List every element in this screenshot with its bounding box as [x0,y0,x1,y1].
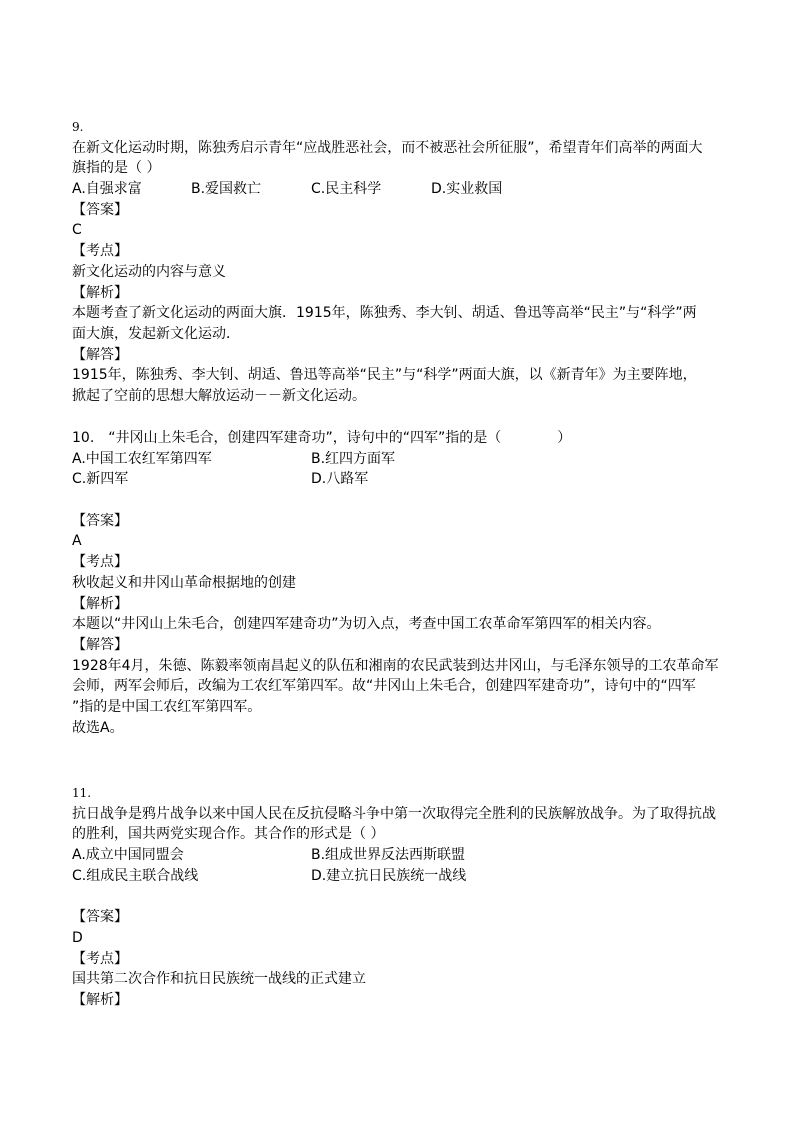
options-row [72,469,722,490]
question-11 [72,783,722,1011]
analysis-text: 本题以“井冈山上朱毛合，创建四军建奇功”为切入点，考查中国工农革命军第四军的相关内容。 [72,616,661,633]
options-row [72,449,722,470]
option-d: D.八路军 [311,471,369,488]
option-d: D.建立抗日民族统一战线 [311,867,467,884]
answer-label: 【答案】 [72,512,128,529]
option-c: C.民主科学 [311,181,382,198]
spacer [72,886,722,907]
solution-text: 故选A。 [72,719,124,736]
option-a: A.自强求富 [72,181,142,198]
question-stem: 10. “井冈山上朱毛合，创建四军建奇功”，诗句中的“四军”指的是（ ） [72,430,572,446]
solution-text: 掀起了空前的思想大解放运动－－新文化运动。 [72,387,366,404]
analysis-label: 【解析】 [72,595,128,612]
answer-value: C [72,222,82,239]
point-text: 国共第二次合作和抗日民族统一战线的正式建立 [72,971,366,988]
answer-label: 【答案】 [72,201,128,218]
analysis-label: 【解析】 [72,284,128,301]
point-text: 新文化运动的内容与意义 [72,263,226,280]
analysis-label: 【解析】 [72,991,128,1008]
solution-text: 1928年4月，朱德、陈毅率领南昌起义的队伍和湘南的农民武装到达井冈山，与毛泽东领导的工农革命军 [72,657,719,674]
question-stem: 抗日战争是鸦片战争以来中国人民在反抗侵略斗争中第一次取得完全胜利的民族解放战争。为了取得抗战 [72,805,716,822]
solution-text: 1915年，陈独秀、李大钊、胡适、鲁迅等高举“民主”与“科学”两面大旗，以《新青年》为主要阵地， [72,367,697,384]
option-c: C.组成民主联合战线 [72,867,199,884]
question-stem: 在新文化运动时期，陈独秀启示青年“应战胜恶社会，而不被恶社会所征服”，希望青年们高举的两面大 [72,139,703,156]
question-number: 11. [72,786,92,800]
question-10 [72,428,722,738]
answer-value: D [72,929,83,946]
option-a: A.成立中国同盟会 [72,847,184,864]
options-row [72,866,722,887]
point-text: 秋收起义和井冈山革命根据地的创建 [72,574,296,591]
question-stem: 旗指的是（ ） [72,160,161,177]
option-b: B.组成世界反法西斯联盟 [311,847,466,864]
options-row [72,845,722,866]
option-b: B.红四方面军 [311,450,396,467]
point-label: 【考点】 [72,243,128,260]
point-label: 【考点】 [72,554,128,571]
answer-label: 【答案】 [72,909,128,926]
options-row [72,179,722,200]
question-stem: 的胜利，国共两党实现合作。其合作的形式是（ ） [72,826,385,843]
solution-text: ”指的是中国工农红军第四军。 [72,698,262,715]
option-a: A.中国工农红军第四军 [72,450,212,467]
solution-label: 【解答】 [72,636,128,653]
answer-value: A [72,533,82,550]
analysis-text: 本题考查了新文化运动的两面大旗．1915年，陈独秀、李大钊、胡适、鲁迅等高举“民主”与“科学”两 [72,305,697,322]
question-9 [72,117,722,407]
solution-text: 会师，两军会师后，改编为工农红军第四军。故“井冈山上朱毛合，创建四军建奇功”，诗句中的“四军 [72,678,696,695]
question-number: 9. [72,120,84,134]
option-b: B.爱国救亡 [191,181,262,198]
point-label: 【考点】 [72,950,128,967]
option-c: C.新四军 [72,471,129,488]
option-d: D.实业救国 [431,181,503,198]
solution-label: 【解答】 [72,346,128,363]
analysis-text: 面大旗，发起新文化运动． [72,325,240,342]
spacer [72,490,722,511]
